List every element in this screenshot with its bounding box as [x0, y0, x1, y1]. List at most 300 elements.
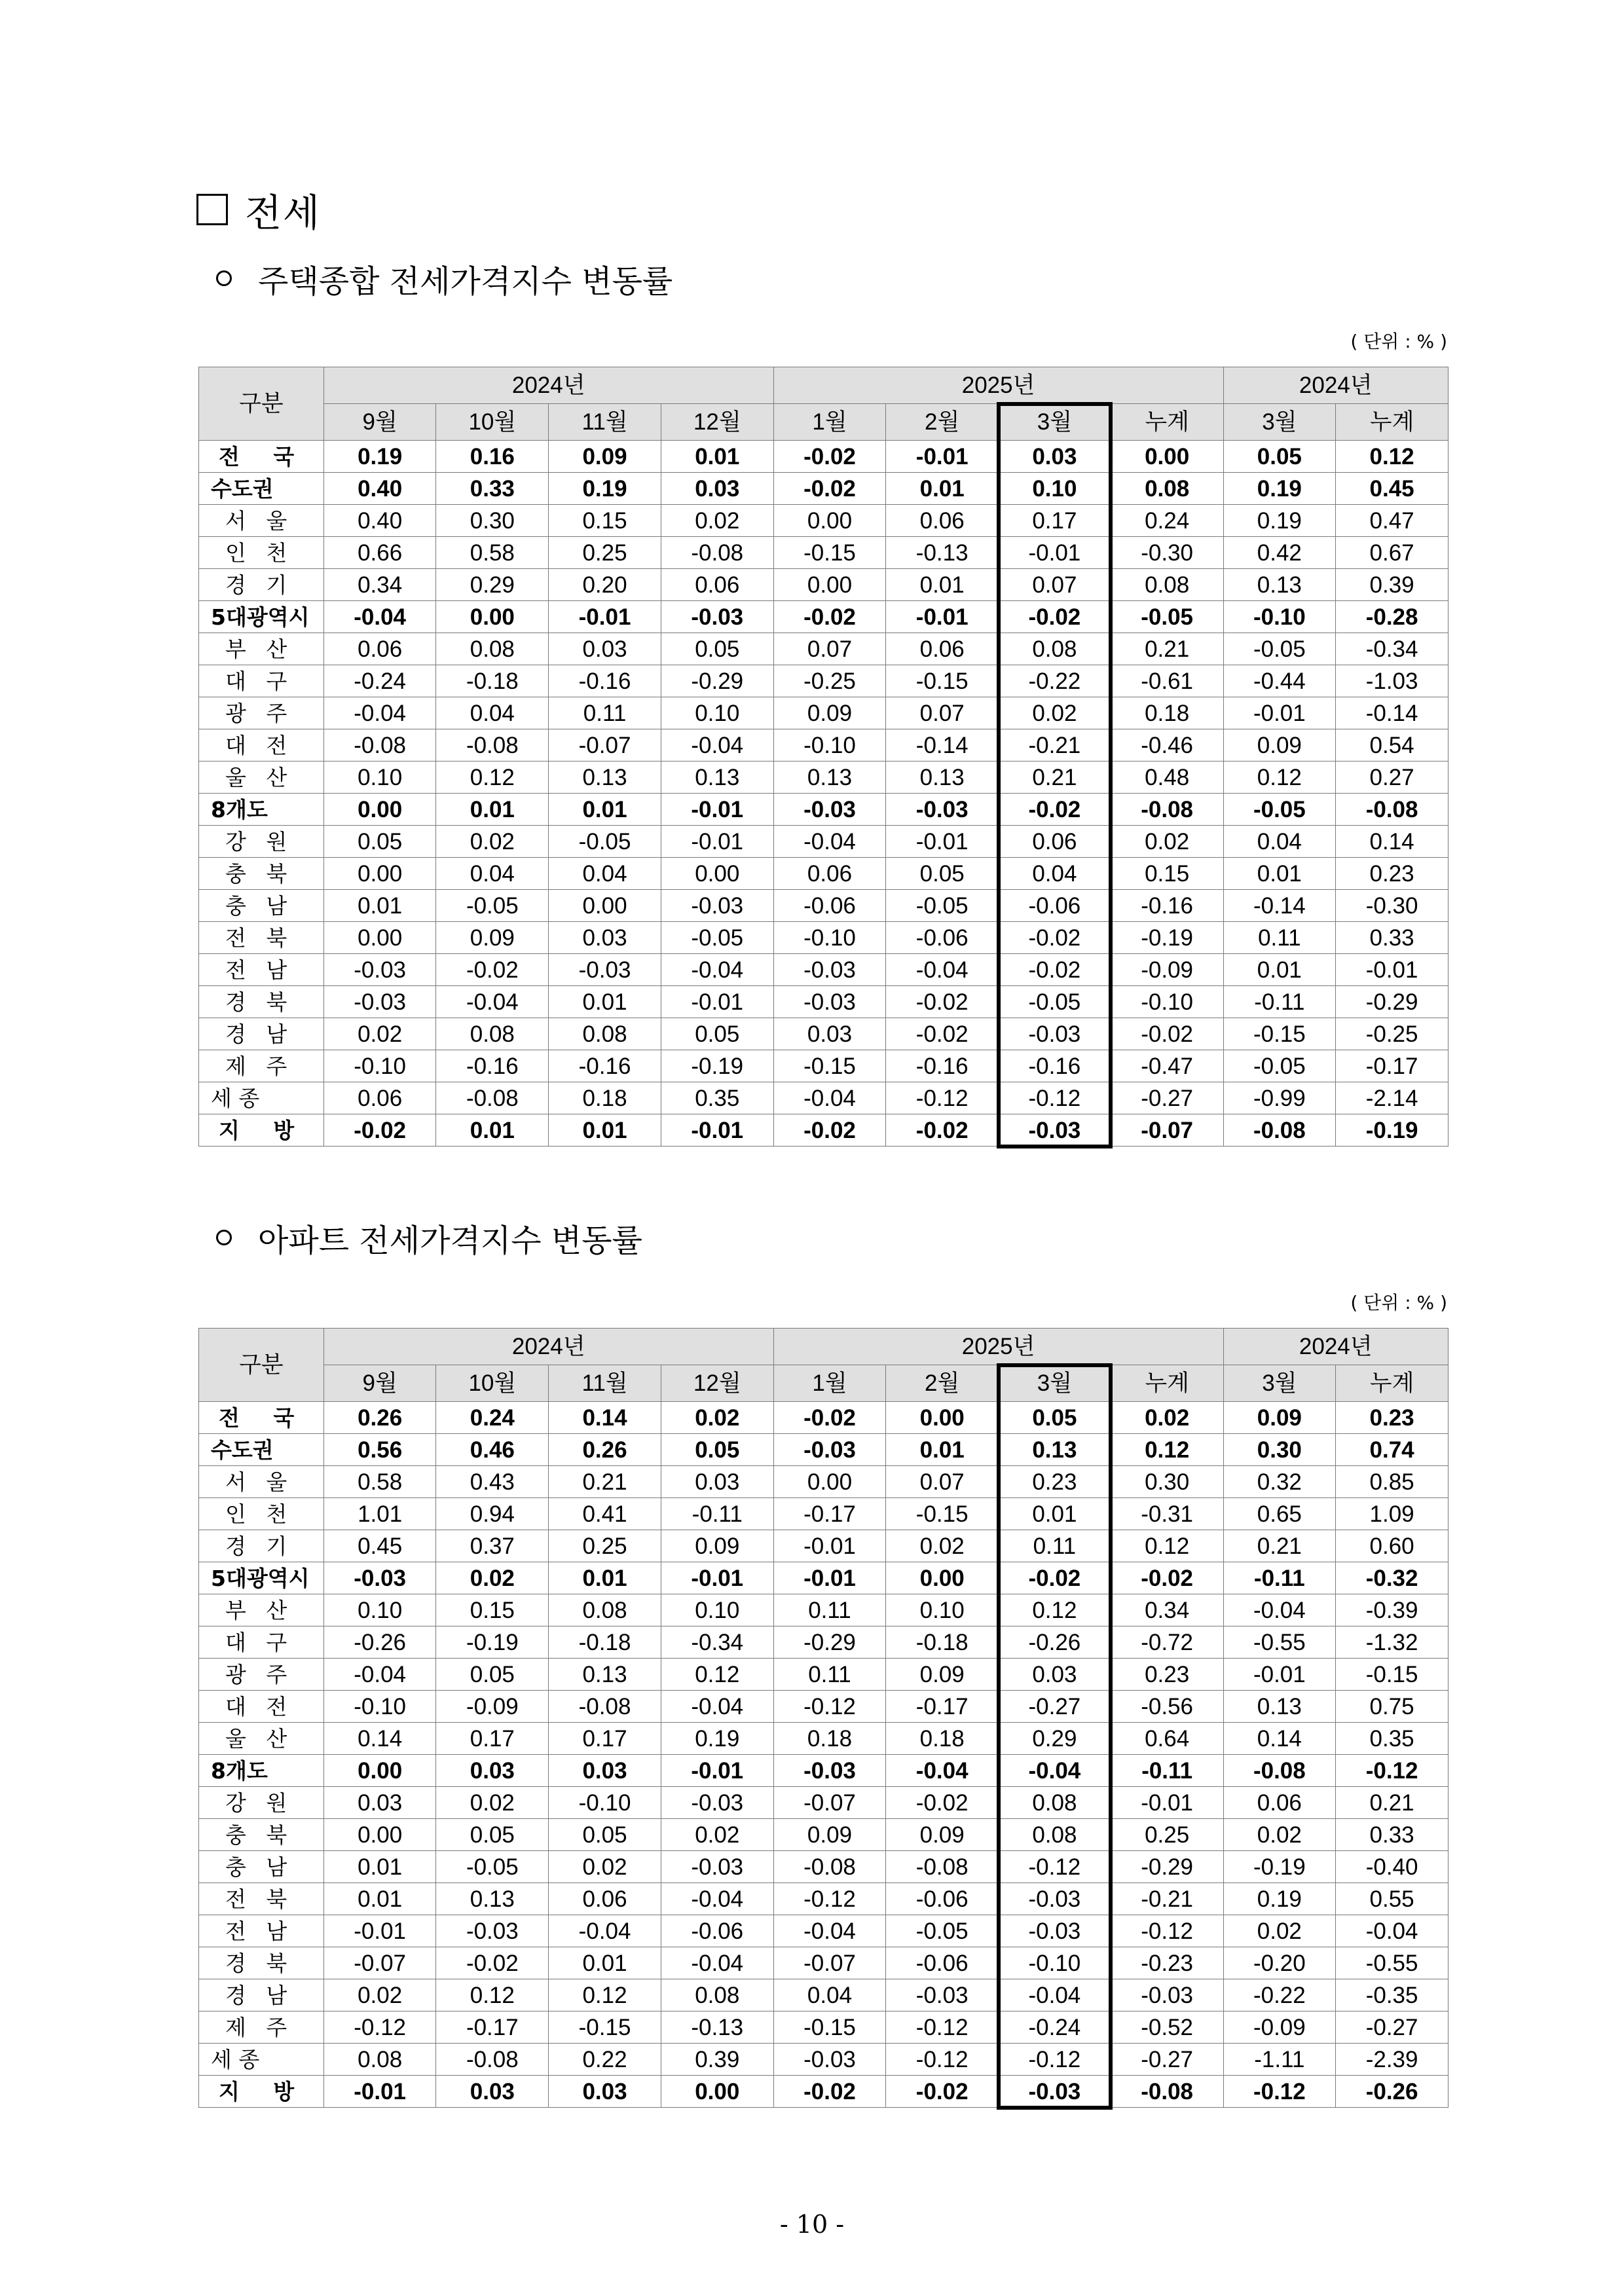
table-cell: -0.29 — [1111, 1851, 1223, 1883]
table-cell: -0.01 — [661, 826, 773, 858]
table-cell: -0.04 — [999, 1979, 1111, 2011]
table-cell: 0.00 — [323, 1755, 436, 1787]
table-cell: 0.02 — [999, 697, 1111, 729]
table-cell: 0.01 — [323, 1851, 436, 1883]
row-label: 제 주 — [199, 1050, 324, 1082]
table-row — [199, 1018, 1449, 1050]
table-cell: 0.00 — [773, 569, 886, 601]
table-cell: -0.03 — [886, 794, 999, 826]
table-cell: 0.07 — [773, 633, 886, 665]
table-cell: 0.03 — [773, 1018, 886, 1050]
column-header: 2월 — [886, 404, 999, 441]
table-row — [199, 826, 1449, 858]
table-cell: -0.18 — [886, 1626, 999, 1659]
table-cell: 0.09 — [549, 441, 661, 473]
table-cell: 0.09 — [773, 1819, 886, 1851]
table-cell: -0.06 — [886, 922, 999, 954]
table-cell: 0.29 — [999, 1723, 1111, 1755]
table-cell: -0.01 — [661, 1755, 773, 1787]
table-cell: -0.25 — [773, 665, 886, 697]
table-cell: -0.12 — [886, 2044, 999, 2076]
table-cell: 0.02 — [1111, 1402, 1223, 1434]
table-cell: -0.03 — [436, 1915, 549, 1947]
table-cell: 0.23 — [1336, 1402, 1449, 1434]
table-cell: -0.14 — [1336, 697, 1449, 729]
table-cell: 0.00 — [773, 1466, 886, 1498]
row-label: 전 남 — [199, 1915, 324, 1947]
table-cell: 0.65 — [1223, 1498, 1336, 1530]
row-label: 강 원 — [199, 1787, 324, 1819]
table-cell: -0.16 — [549, 665, 661, 697]
table-cell: 0.58 — [436, 537, 549, 569]
table-cell: -0.18 — [436, 665, 549, 697]
row-label: 세 종 — [199, 2044, 324, 2076]
table-cell: 0.07 — [886, 1466, 999, 1498]
table-cell: -0.12 — [886, 1082, 999, 1114]
table-cell: -0.01 — [323, 1915, 436, 1947]
table-cell: -0.01 — [1336, 954, 1449, 986]
row-label: 경 남 — [199, 1979, 324, 2011]
table-cell: 0.39 — [661, 2044, 773, 2076]
table-cell: -0.61 — [1111, 665, 1223, 697]
table-cell: -0.05 — [886, 1915, 999, 1947]
table-cell: 0.01 — [436, 794, 549, 826]
table-row — [199, 1915, 1449, 1947]
table-cell: 0.00 — [886, 1562, 999, 1594]
table-cell: -0.21 — [999, 729, 1111, 762]
table-cell: 0.02 — [1223, 1819, 1336, 1851]
table-cell: 0.20 — [549, 569, 661, 601]
table-cell: 0.03 — [999, 1659, 1111, 1691]
table-cell: 0.34 — [323, 569, 436, 601]
table-cell: -0.29 — [661, 665, 773, 697]
table-cell: -0.03 — [773, 2044, 886, 2076]
table-cell: -0.10 — [323, 1050, 436, 1082]
table-cell: 0.01 — [1223, 858, 1336, 890]
table1-march-highlight — [997, 402, 1113, 1148]
table-cell: 0.09 — [773, 697, 886, 729]
table-cell: 0.25 — [549, 1530, 661, 1562]
table-cell: -0.15 — [886, 665, 999, 697]
row-label: 광 주 — [199, 1659, 324, 1691]
table-cell: 0.08 — [661, 1979, 773, 2011]
table-cell: 0.66 — [323, 537, 436, 569]
column-header: 3월 — [999, 1365, 1111, 1402]
table-cell: 0.04 — [549, 858, 661, 890]
table-row — [199, 1979, 1449, 2011]
table-cell: -0.12 — [999, 1082, 1111, 1114]
table-cell: -0.03 — [1111, 1979, 1223, 2011]
table1-unit: ( 단위 : % ) — [1350, 331, 1447, 352]
table-cell: 0.04 — [1223, 826, 1336, 858]
table-cell: -0.14 — [886, 729, 999, 762]
year-group-header: 2025년 — [773, 367, 1223, 404]
table-cell: 0.58 — [323, 1466, 436, 1498]
table-cell: 0.08 — [436, 633, 549, 665]
row-label: 서 울 — [199, 1466, 324, 1498]
table-cell: -0.30 — [1336, 890, 1449, 922]
table-cell: -0.08 — [436, 729, 549, 762]
row-label: 울 산 — [199, 1723, 324, 1755]
table-cell: 0.09 — [1223, 729, 1336, 762]
table-cell: -0.11 — [661, 1498, 773, 1530]
year-group-header: 2024년 — [1223, 1329, 1449, 1365]
table-cell: -0.46 — [1111, 729, 1223, 762]
header-row-months — [199, 404, 1449, 441]
table-row — [199, 858, 1449, 890]
table-cell: -0.12 — [773, 1883, 886, 1915]
table-cell: -0.03 — [773, 954, 886, 986]
table-cell: -0.04 — [661, 954, 773, 986]
row-label: 대 전 — [199, 729, 324, 762]
table-cell: 0.02 — [1111, 826, 1223, 858]
column-header: 10월 — [436, 404, 549, 441]
row-label: 전 남 — [199, 954, 324, 986]
table-cell: 0.21 — [999, 762, 1111, 794]
table-cell: -0.03 — [661, 601, 773, 633]
table-cell: 0.03 — [323, 1787, 436, 1819]
row-label: 전 북 — [199, 1883, 324, 1915]
table-cell: 0.08 — [999, 1819, 1111, 1851]
table-cell: -0.24 — [323, 665, 436, 697]
table-cell: -0.34 — [661, 1626, 773, 1659]
table-row — [199, 2011, 1449, 2044]
table-cell: -0.13 — [661, 2011, 773, 2044]
table-cell: 0.05 — [661, 1434, 773, 1466]
table-row — [199, 2076, 1449, 2108]
table-cell: 0.30 — [1111, 1466, 1223, 1498]
table-cell: 0.11 — [999, 1530, 1111, 1562]
table-cell: 0.67 — [1336, 537, 1449, 569]
table-cell: -1.32 — [1336, 1626, 1449, 1659]
table-cell: -0.27 — [1111, 1082, 1223, 1114]
table-cell: 0.07 — [886, 697, 999, 729]
table-cell: -0.04 — [661, 729, 773, 762]
column-header: 3월 — [1223, 1365, 1336, 1402]
table-cell: -0.07 — [549, 729, 661, 762]
table-cell: 0.10 — [323, 762, 436, 794]
table-cell: 0.06 — [773, 858, 886, 890]
table-cell: -0.16 — [549, 1050, 661, 1082]
table-cell: -0.04 — [886, 954, 999, 986]
table-cell: -0.08 — [549, 1691, 661, 1723]
table-cell: -0.19 — [436, 1626, 549, 1659]
table-cell: -0.16 — [999, 1050, 1111, 1082]
table-cell: 0.56 — [323, 1434, 436, 1466]
table-cell: 0.08 — [549, 1018, 661, 1050]
table-cell: 0.08 — [549, 1594, 661, 1626]
table-cell: -0.19 — [661, 1050, 773, 1082]
table-row — [199, 1402, 1449, 1434]
table-cell: 0.12 — [661, 1659, 773, 1691]
table-cell: 0.00 — [661, 2076, 773, 2108]
table-cell: -0.01 — [661, 794, 773, 826]
year-group-header: 2024년 — [323, 367, 773, 404]
table1-subtitle-text: 주택종합 전세가격지수 변동률 — [258, 263, 673, 300]
table-cell: 1.09 — [1336, 1498, 1449, 1530]
table-row — [199, 1434, 1449, 1466]
table-cell: -0.08 — [1336, 794, 1449, 826]
table-row — [199, 1883, 1449, 1915]
table-cell: -0.03 — [549, 954, 661, 986]
table-row — [199, 986, 1449, 1018]
table-cell: -0.04 — [773, 826, 886, 858]
table-cell: 0.02 — [323, 1018, 436, 1050]
table-cell: 0.02 — [661, 505, 773, 537]
table-cell: 0.01 — [886, 473, 999, 505]
table-cell: 0.08 — [436, 1018, 549, 1050]
table-cell: -0.15 — [549, 2011, 661, 2044]
table-cell: 0.04 — [773, 1979, 886, 2011]
table-cell: 0.05 — [436, 1819, 549, 1851]
table-cell: -0.01 — [661, 986, 773, 1018]
year-group-header: 2024년 — [1223, 367, 1449, 404]
column-header: 10월 — [436, 1365, 549, 1402]
table-cell: 0.02 — [323, 1979, 436, 2011]
table-cell: -0.12 — [999, 2044, 1111, 2076]
column-header: 1월 — [773, 404, 886, 441]
table-cell: 0.22 — [549, 2044, 661, 2076]
row-label: 부 산 — [199, 1594, 324, 1626]
table-cell: -0.17 — [886, 1691, 999, 1723]
table-cell: -0.10 — [323, 1691, 436, 1723]
table-cell: 0.40 — [323, 505, 436, 537]
table-row — [199, 1691, 1449, 1723]
table-cell: 0.02 — [436, 1562, 549, 1594]
table-cell: 0.04 — [436, 697, 549, 729]
table-cell: 0.13 — [1223, 569, 1336, 601]
table-cell: 0.21 — [549, 1466, 661, 1498]
table1-subtitle — [216, 259, 673, 298]
table-cell: -0.02 — [999, 794, 1111, 826]
table-cell: -0.07 — [323, 1947, 436, 1979]
table-cell: 0.02 — [1223, 1915, 1336, 1947]
table-cell: 0.05 — [661, 1018, 773, 1050]
row-label: 지 방 — [199, 2076, 324, 2108]
row-label: 서 울 — [199, 505, 324, 537]
table-cell: -0.03 — [999, 1114, 1111, 1147]
table-cell: 0.05 — [661, 633, 773, 665]
table-cell: -0.04 — [886, 1755, 999, 1787]
table-cell: -0.02 — [999, 601, 1111, 633]
table-row — [199, 537, 1449, 569]
checkbox-square-icon — [196, 194, 228, 225]
table-cell: 0.00 — [549, 890, 661, 922]
table-cell: -0.03 — [773, 1755, 886, 1787]
table-cell: -0.02 — [886, 1114, 999, 1147]
row-label: 인 천 — [199, 537, 324, 569]
row-label: 수도권 — [199, 1434, 324, 1466]
table-cell: -0.09 — [436, 1691, 549, 1723]
table-cell: -0.05 — [1223, 794, 1336, 826]
table-cell: 0.21 — [1336, 1787, 1449, 1819]
table-cell: -0.22 — [999, 665, 1111, 697]
row-label: 대 구 — [199, 665, 324, 697]
table-cell: -0.04 — [323, 697, 436, 729]
table-row — [199, 1594, 1449, 1626]
column-header: 11월 — [549, 1365, 661, 1402]
table-cell: 0.13 — [549, 762, 661, 794]
table-cell: 0.01 — [549, 1562, 661, 1594]
table-cell: 0.05 — [1223, 441, 1336, 473]
table-cell: 0.00 — [323, 1819, 436, 1851]
table-cell: 0.01 — [999, 1498, 1111, 1530]
table-cell: -0.02 — [773, 1402, 886, 1434]
table-cell: -0.15 — [773, 2011, 886, 2044]
table-cell: 0.39 — [1336, 569, 1449, 601]
table-cell: 0.13 — [1223, 1691, 1336, 1723]
table-cell: 0.37 — [436, 1530, 549, 1562]
table-cell: -0.03 — [323, 1562, 436, 1594]
table-cell: -0.27 — [1111, 2044, 1223, 2076]
row-label: 광 주 — [199, 697, 324, 729]
table-cell: 0.06 — [1223, 1787, 1336, 1819]
table-cell: -0.32 — [1336, 1562, 1449, 1594]
table-cell: 0.00 — [661, 858, 773, 890]
table-cell: -0.03 — [661, 890, 773, 922]
table-cell: 0.01 — [1223, 954, 1336, 986]
table-cell: 0.18 — [886, 1723, 999, 1755]
table-row — [199, 665, 1449, 697]
table-cell: 0.06 — [323, 633, 436, 665]
table-cell: -0.16 — [1111, 890, 1223, 922]
table-cell: 0.10 — [886, 1594, 999, 1626]
table-cell: -0.04 — [1223, 1594, 1336, 1626]
row-label: 경 기 — [199, 1530, 324, 1562]
table-cell: -0.06 — [886, 1947, 999, 1979]
table-cell: -0.02 — [1111, 1018, 1223, 1050]
table-cell: -0.25 — [1336, 1018, 1449, 1050]
table-cell: 0.15 — [1111, 858, 1223, 890]
table-cell: -0.08 — [1223, 1755, 1336, 1787]
table-cell: 0.05 — [436, 1659, 549, 1691]
table-cell: -0.07 — [773, 1947, 886, 1979]
table-row — [199, 1114, 1449, 1147]
table-cell: -0.10 — [1223, 601, 1336, 633]
table-cell: 0.24 — [1111, 505, 1223, 537]
table-cell: -0.26 — [999, 1626, 1111, 1659]
table-cell: -0.03 — [773, 1434, 886, 1466]
table-cell: -0.02 — [323, 1114, 436, 1147]
column-header: 1월 — [773, 1365, 886, 1402]
table-cell: 0.25 — [1111, 1819, 1223, 1851]
table-cell: -0.72 — [1111, 1626, 1223, 1659]
table-cell: 0.45 — [323, 1530, 436, 1562]
table-cell: 0.19 — [1223, 473, 1336, 505]
table-cell: 0.05 — [323, 826, 436, 858]
table-cell: 0.14 — [323, 1723, 436, 1755]
table-cell: 0.08 — [999, 633, 1111, 665]
table-cell: -0.03 — [999, 1883, 1111, 1915]
table-cell: -0.01 — [1111, 1787, 1223, 1819]
table-cell: -0.55 — [1223, 1626, 1336, 1659]
table-row — [199, 954, 1449, 986]
table-cell: -0.05 — [661, 922, 773, 954]
table-cell: 0.01 — [549, 794, 661, 826]
table-cell: -0.12 — [1223, 2076, 1336, 2108]
row-label: 경 기 — [199, 569, 324, 601]
table-cell: 0.00 — [773, 505, 886, 537]
table-row — [199, 1723, 1449, 1755]
table-row — [199, 569, 1449, 601]
table-cell: -0.10 — [773, 922, 886, 954]
table-cell: -0.03 — [323, 986, 436, 1018]
table-cell: 0.12 — [436, 762, 549, 794]
table-cell: 0.00 — [436, 601, 549, 633]
table-row — [199, 1530, 1449, 1562]
column-header: 누계 — [1336, 404, 1449, 441]
header-row-years — [199, 367, 1449, 404]
table-cell: -0.03 — [323, 954, 436, 986]
column-header: 누계 — [1336, 1365, 1449, 1402]
table-row — [199, 2044, 1449, 2076]
table-cell: 0.21 — [1111, 633, 1223, 665]
table-cell: -0.01 — [886, 826, 999, 858]
table-cell: 0.13 — [661, 762, 773, 794]
table-cell: -0.29 — [1336, 986, 1449, 1018]
table-cell: -0.99 — [1223, 1082, 1336, 1114]
table-cell: -0.05 — [549, 826, 661, 858]
table-cell: 1.01 — [323, 1498, 436, 1530]
table-cell: -0.06 — [999, 890, 1111, 922]
table-cell: 0.25 — [549, 537, 661, 569]
table-cell: -0.26 — [1336, 2076, 1449, 2108]
table-cell: 0.42 — [1223, 537, 1336, 569]
table-cell: -0.06 — [773, 890, 886, 922]
table-cell: 0.10 — [661, 1594, 773, 1626]
table-cell: -0.39 — [1336, 1594, 1449, 1626]
table-cell: -0.05 — [1223, 1050, 1336, 1082]
table-cell: -0.08 — [886, 1851, 999, 1883]
table-cell: -0.10 — [773, 729, 886, 762]
table-row — [199, 1498, 1449, 1530]
column-header: 9월 — [323, 1365, 436, 1402]
table-cell: -0.06 — [661, 1915, 773, 1947]
table-cell: -0.12 — [999, 1851, 1111, 1883]
table-cell: 0.33 — [1336, 1819, 1449, 1851]
table-cell: -0.03 — [999, 1018, 1111, 1050]
table-cell: 0.29 — [436, 569, 549, 601]
table-cell: -0.29 — [773, 1626, 886, 1659]
row-label: 경 북 — [199, 1947, 324, 1979]
table-cell: 0.10 — [999, 473, 1111, 505]
table-cell: 0.05 — [549, 1819, 661, 1851]
table-cell: 0.07 — [999, 569, 1111, 601]
table-cell: 0.94 — [436, 1498, 549, 1530]
table-cell: -0.34 — [1336, 633, 1449, 665]
table-cell: -0.17 — [773, 1498, 886, 1530]
row-label: 세 종 — [199, 1082, 324, 1114]
row-label: 충 북 — [199, 858, 324, 890]
table-cell: -0.03 — [773, 794, 886, 826]
table-cell: -0.12 — [323, 2011, 436, 2044]
table-row — [199, 633, 1449, 665]
row-label: 지 방 — [199, 1114, 324, 1147]
table-cell: -0.03 — [661, 1851, 773, 1883]
table-cell: 0.05 — [999, 1402, 1111, 1434]
year-group-header: 2024년 — [323, 1329, 773, 1365]
table-cell: 0.33 — [436, 473, 549, 505]
table-cell: 0.03 — [436, 1755, 549, 1787]
table-cell: 0.45 — [1336, 473, 1449, 505]
table2-apartment-jeonse — [198, 1328, 1449, 2108]
table-cell: 0.01 — [323, 1883, 436, 1915]
table-cell: -0.02 — [999, 1562, 1111, 1594]
table-cell: 0.19 — [549, 473, 661, 505]
table-cell: 0.00 — [323, 794, 436, 826]
table-cell: 0.32 — [1223, 1466, 1336, 1498]
table-cell: 0.13 — [549, 1659, 661, 1691]
